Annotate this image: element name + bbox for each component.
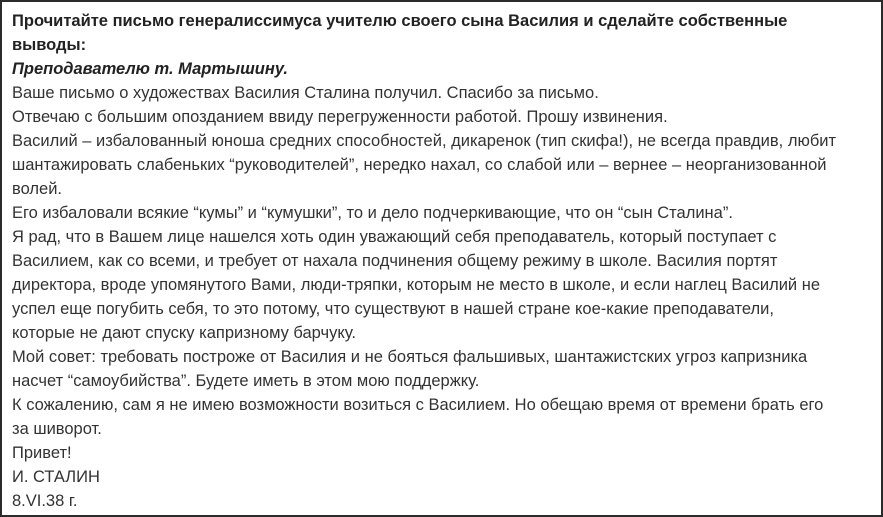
- letter-line: Ваше письмо о художествах Василия Сталина получил. Спасибо за письмо.: [12, 84, 599, 102]
- letter-line: 8.VI.38 г.: [12, 492, 78, 510]
- letter-line: директора, вроде упомянутого Вами, люди-тряпки, которым не место в школе, и если наглец Василий не: [12, 276, 821, 294]
- letter-line: Мой совет: требовать построже от Василия и не бояться фальшивых, шантажистских угроз капризника: [12, 348, 808, 366]
- heading-line: выводы:: [12, 36, 87, 54]
- letter-line: за шиворот.: [12, 420, 102, 438]
- letter-line: И. СТАЛИН: [12, 468, 100, 486]
- letter-line: Василий – избалованный юноша средних способностей, дикаренок (тип скифа!), не всегда правдив, любит: [12, 132, 837, 150]
- letter-line: шантажировать слабеньких “руководителей”, нередко нахал, со слабой или – вернее – неорганизованной: [12, 156, 827, 174]
- letter-line: успел еще погубить себя, то это потому, что существуют в нашей стране кое-какие преподаватели,: [12, 300, 774, 318]
- letter-line: волей.: [12, 180, 62, 198]
- letter-body: [12, 81, 836, 513]
- letter-line: К сожалению, сам я не имею возможности возиться с Василием. Но обещаю время от времени брать его: [12, 396, 824, 414]
- letter-line: Привет!: [12, 444, 72, 462]
- letter-line: Отвечаю с большим опозданием ввиду перегруженности работой. Прошу извинения.: [12, 108, 668, 126]
- letter-text: [12, 9, 836, 513]
- letter-line: которые не дают спуску капризному барчуку.: [12, 324, 356, 342]
- salutation: Преподавателю т. Мартышину.: [12, 60, 288, 78]
- letter-line: Василием, как со всеми, и требует от нахала подчинения общему режиму в школе. Василия портят: [12, 252, 778, 270]
- letter-line: Его избаловали всякие “кумы” и “кумушки”, то и дело подчеркивающие, что он “сын Сталина”.: [12, 204, 733, 222]
- letter-line: насчет “самоубийства”. Будете иметь в этом мою поддержку.: [12, 372, 480, 390]
- heading-line: Прочитайте письмо генералиссимуса учителю своего сына Василия и сделайте собственные: [12, 12, 788, 30]
- letter-line: Я рад, что в Вашем лице нашелся хоть один уважающий себя преподаватель, который поступает с: [12, 228, 777, 246]
